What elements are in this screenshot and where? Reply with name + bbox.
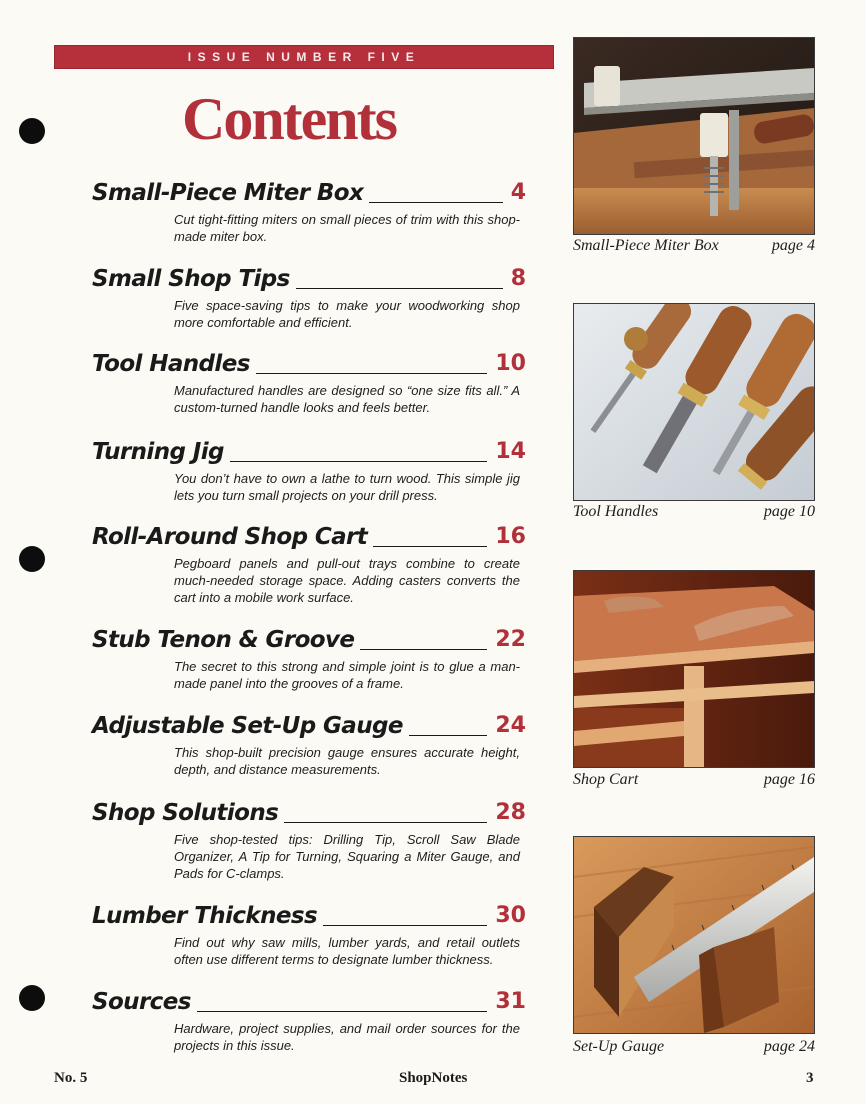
entry-title: Tool Handles: [92, 351, 250, 377]
toc-entry[interactable]: [92, 709, 526, 778]
caption-page: page 4: [771, 237, 815, 254]
leader-rule: [296, 288, 503, 289]
entry-page: 30: [495, 903, 526, 928]
entry-page: 14: [495, 439, 526, 464]
leader-rule: [197, 1011, 488, 1012]
entry-title: Stub Tenon & Groove: [92, 627, 355, 653]
leader-rule: [360, 649, 487, 650]
caption-title: Shop Cart: [573, 771, 639, 788]
footer-page-number: 3: [806, 1070, 814, 1086]
toc-entry[interactable]: [92, 262, 526, 331]
entry-title: Adjustable Set-Up Gauge: [92, 713, 403, 739]
leader-rule: [409, 735, 488, 736]
toc-entry[interactable]: [92, 623, 526, 692]
entry-page: 4: [510, 180, 526, 205]
toc-entry[interactable]: [92, 899, 526, 968]
entry-page: 31: [495, 989, 526, 1014]
entry-title: Shop Solutions: [92, 800, 279, 826]
entry-title: Sources: [92, 989, 191, 1015]
leader-rule: [230, 461, 488, 462]
entry-description: This shop-built precision gauge ensures accurate height, depth, and distance measurements.: [174, 745, 520, 777]
photo-miter-box[interactable]: [573, 37, 815, 235]
photo-caption: [573, 503, 815, 521]
entry-page: 10: [495, 351, 526, 376]
entry-description: You don’t have to own a lathe to turn wood. This simple jig lets you turn small projects on your drill press.: [174, 471, 520, 503]
toc-entry[interactable]: [92, 796, 526, 882]
caption-title: Small-Piece Miter Box: [573, 237, 719, 254]
entry-description: Five shop-tested tips: Drilling Tip, Scroll Saw Blade Organizer, A Tip for Turning, Squaring a Miter Gauge, and Pads for C-clamps.: [174, 832, 520, 881]
entry-page: 16: [495, 524, 526, 549]
binder-hole: [19, 546, 45, 572]
caption-title: Tool Handles: [573, 503, 659, 520]
photo-caption: [573, 237, 815, 255]
entry-page: 28: [495, 800, 526, 825]
entry-description: The secret to this strong and simple joint is to glue a man-made panel into the grooves of a frame.: [174, 659, 520, 691]
toc-entry[interactable]: [92, 985, 526, 1054]
caption-page: page 10: [763, 503, 815, 520]
entry-description: Cut tight-fitting miters on small pieces of trim with this shop-made miter box.: [174, 212, 520, 244]
entry-description: Manufactured handles are designed so “one size fits all.” A custom-turned handle looks and feels better.: [174, 383, 520, 415]
entry-title: Lumber Thickness: [92, 903, 318, 929]
toc-entry[interactable]: [92, 520, 526, 606]
footer-issue: No. 5: [54, 1070, 88, 1086]
issue-banner: ISSUE NUMBER FIVE: [54, 45, 554, 69]
leader-rule: [256, 373, 488, 374]
entry-page: 24: [495, 713, 526, 738]
page-title: Contents: [181, 86, 396, 152]
entry-title: Small Shop Tips: [92, 266, 290, 292]
photo-caption: [573, 771, 815, 789]
photo-shop-cart[interactable]: [573, 570, 815, 768]
entry-description: Hardware, project supplies, and mail order sources for the projects in this issue.: [174, 1021, 520, 1053]
leader-rule: [373, 546, 487, 547]
photo-tool-handles[interactable]: [573, 303, 815, 501]
entry-page: 8: [510, 266, 526, 291]
leader-rule: [369, 202, 502, 203]
leader-rule: [323, 925, 487, 926]
binder-hole: [19, 985, 45, 1011]
entry-page: 22: [495, 627, 526, 652]
binder-hole: [19, 118, 45, 144]
toc-entry[interactable]: [92, 435, 526, 504]
entry-description: Find out why saw mills, lumber yards, and retail outlets often use different terms to designate lumber thickness.: [174, 935, 520, 967]
entry-description: Five space-saving tips to make your woodworking shop more comfortable and efficient.: [174, 298, 520, 330]
toc-entry[interactable]: [92, 347, 526, 416]
entry-title: Small-Piece Miter Box: [92, 180, 364, 206]
entry-title: Turning Jig: [92, 439, 224, 465]
toc-entry[interactable]: [92, 176, 526, 245]
photo-caption: [573, 1038, 815, 1056]
footer-magazine: ShopNotes: [399, 1070, 468, 1086]
caption-title: Set-Up Gauge: [573, 1038, 665, 1055]
entry-description: Pegboard panels and pull-out trays combine to create much-needed storage space. Adding casters converts the cart into a mobile work surface.: [174, 556, 520, 605]
entry-title: Roll-Around Shop Cart: [92, 524, 368, 550]
caption-page: page 24: [763, 1038, 815, 1055]
photo-set-up-gauge[interactable]: [573, 836, 815, 1034]
caption-page: page 16: [763, 771, 815, 788]
leader-rule: [284, 822, 487, 823]
